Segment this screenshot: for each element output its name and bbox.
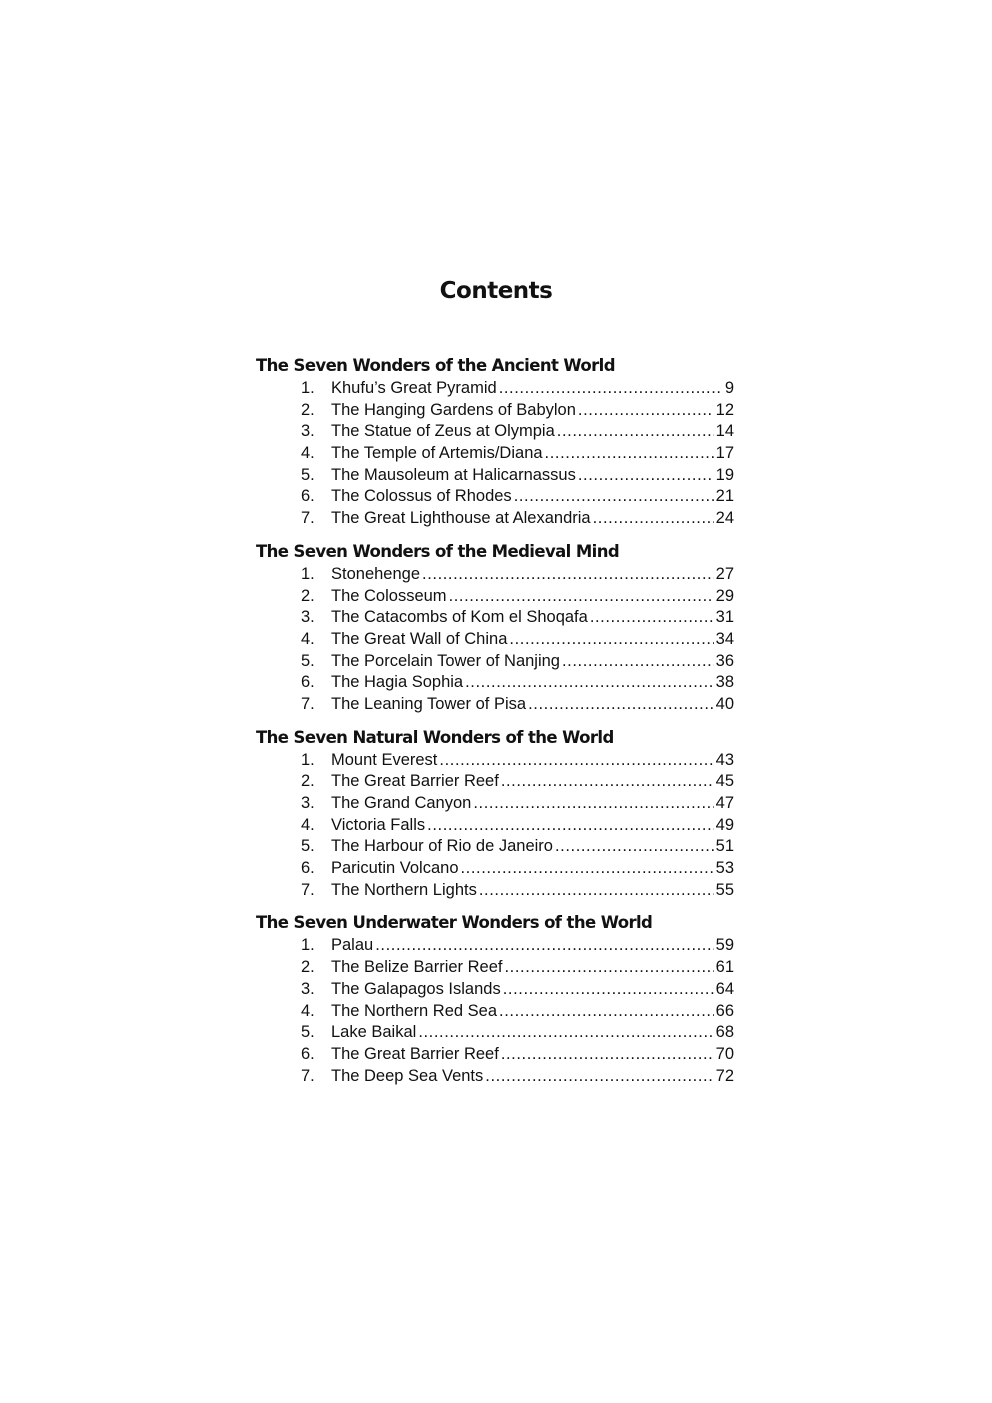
entry-title: The Statue of Zeus at Olympia bbox=[331, 422, 555, 441]
entry-title: The Deep Sea Vents bbox=[331, 1066, 484, 1085]
entry-number: 6. bbox=[301, 673, 315, 692]
entry-number: 1. bbox=[301, 564, 315, 583]
entry-number: 3. bbox=[301, 608, 315, 627]
entry-title: The Northern Red Sea bbox=[331, 1001, 498, 1020]
dot-leader bbox=[505, 957, 714, 979]
toc-entry[interactable] bbox=[256, 629, 734, 651]
entry-title: The Belize Barrier Reef bbox=[331, 958, 503, 977]
toc-entry[interactable] bbox=[256, 957, 734, 979]
toc-entry[interactable] bbox=[256, 836, 734, 858]
entry-page-number: 68 bbox=[715, 1023, 734, 1042]
entry-page-number: 51 bbox=[715, 837, 734, 856]
section-heading: The Seven Wonders of the Medieval Mind bbox=[256, 541, 620, 561]
entry-title: The Leaning Tower of Pisa bbox=[331, 694, 527, 713]
dot-leader bbox=[528, 694, 714, 716]
entry-number: 4. bbox=[301, 444, 315, 463]
dot-leader bbox=[422, 564, 714, 586]
entry-number: 4. bbox=[301, 1001, 315, 1020]
entry-number: 2. bbox=[301, 586, 315, 605]
dot-leader bbox=[590, 607, 714, 629]
entry-title: The Hagia Sophia bbox=[331, 673, 464, 692]
dot-leader bbox=[499, 1001, 714, 1023]
entry-page-number: 45 bbox=[715, 772, 734, 791]
toc-entry[interactable] bbox=[256, 607, 734, 629]
entry-page-number: 47 bbox=[715, 794, 734, 812]
entry-title: The Grand Canyon bbox=[331, 794, 472, 812]
toc-section bbox=[256, 540, 734, 716]
dot-leader bbox=[461, 858, 714, 880]
dot-leader bbox=[578, 400, 714, 422]
entry-title: Paricutin Volcano bbox=[331, 859, 459, 878]
dot-leader bbox=[465, 672, 714, 694]
dot-leader bbox=[449, 586, 714, 608]
toc-entry[interactable] bbox=[256, 586, 734, 608]
toc-entry[interactable] bbox=[256, 771, 734, 793]
dot-leader bbox=[439, 750, 713, 772]
toc-entry[interactable] bbox=[256, 935, 734, 957]
entry-page-number: 43 bbox=[715, 750, 734, 769]
page-title: Contents bbox=[439, 278, 553, 304]
entry-title: The Hanging Gardens of Babylon bbox=[331, 400, 576, 419]
entry-page-number: 21 bbox=[715, 487, 734, 506]
entry-title: The Great Wall of China bbox=[331, 629, 508, 648]
toc-entry[interactable] bbox=[256, 979, 734, 1001]
entry-number: 1. bbox=[301, 750, 315, 769]
toc-section bbox=[256, 911, 734, 1087]
entry-number: 6. bbox=[301, 487, 315, 506]
entry-title: Victoria Falls bbox=[331, 815, 426, 834]
entry-page-number: 29 bbox=[715, 586, 734, 605]
dot-leader bbox=[473, 793, 713, 815]
toc-entry[interactable] bbox=[256, 564, 734, 586]
entry-page-number: 31 bbox=[715, 608, 734, 627]
entry-title: The Great Lighthouse at Alexandria bbox=[331, 509, 591, 528]
entry-page-number: 19 bbox=[715, 465, 734, 484]
entry-page-number: 72 bbox=[715, 1066, 734, 1085]
toc-entry[interactable] bbox=[256, 672, 734, 694]
toc-entry[interactable] bbox=[256, 378, 734, 400]
entry-title: The Temple of Artemis/Diana bbox=[331, 444, 543, 463]
entry-title: The Harbour of Rio de Janeiro bbox=[331, 837, 553, 856]
entry-number: 3. bbox=[301, 794, 315, 812]
entry-number: 5. bbox=[301, 837, 315, 856]
toc-entry[interactable] bbox=[256, 1066, 734, 1088]
entry-page-number: 24 bbox=[715, 509, 734, 528]
entry-number: 3. bbox=[301, 979, 315, 998]
entry-number: 2. bbox=[301, 958, 315, 977]
dot-leader bbox=[501, 1044, 714, 1066]
entry-title: The Northern Lights bbox=[331, 880, 477, 899]
entry-title: Stonehenge bbox=[331, 564, 421, 583]
toc-entry[interactable] bbox=[256, 1022, 734, 1044]
entry-number: 2. bbox=[301, 400, 315, 419]
entry-number: 7. bbox=[301, 880, 315, 899]
toc-entry[interactable] bbox=[256, 400, 734, 422]
entry-page-number: 53 bbox=[715, 859, 734, 878]
toc-entry[interactable] bbox=[256, 1001, 734, 1023]
entry-title: The Great Barrier Reef bbox=[331, 772, 499, 791]
toc-entry[interactable] bbox=[256, 750, 734, 772]
entry-number: 4. bbox=[301, 815, 315, 834]
dot-leader bbox=[593, 508, 714, 530]
entry-title: Lake Baikal bbox=[331, 1023, 417, 1042]
toc-entry[interactable] bbox=[256, 858, 734, 880]
entry-number: 5. bbox=[301, 651, 315, 670]
dot-leader bbox=[503, 979, 714, 1001]
entry-number: 7. bbox=[301, 694, 315, 713]
dot-leader bbox=[514, 486, 714, 508]
dot-leader bbox=[499, 378, 723, 400]
toc-entry[interactable] bbox=[256, 486, 734, 508]
entry-page-number: 40 bbox=[715, 694, 734, 713]
dot-leader bbox=[578, 465, 714, 487]
toc-entry[interactable] bbox=[256, 815, 734, 837]
entry-title: The Catacombs of Kom el Shoqafa bbox=[331, 608, 588, 627]
toc-entry[interactable] bbox=[256, 880, 734, 902]
toc-entry[interactable] bbox=[256, 1044, 734, 1066]
entry-number: 3. bbox=[301, 422, 315, 441]
toc-section bbox=[256, 726, 734, 902]
dot-leader bbox=[557, 421, 714, 443]
entry-number: 5. bbox=[301, 465, 315, 484]
entry-page-number: 34 bbox=[715, 629, 734, 648]
toc-entry[interactable] bbox=[256, 651, 734, 673]
dot-leader bbox=[562, 651, 714, 673]
dot-leader bbox=[545, 443, 714, 465]
dot-leader bbox=[509, 629, 713, 651]
entry-number: 1. bbox=[301, 379, 315, 397]
entry-title: The Great Barrier Reef bbox=[331, 1044, 499, 1063]
entry-page-number: 49 bbox=[715, 815, 734, 834]
section-heading: The Seven Natural Wonders of the World bbox=[256, 727, 614, 747]
dot-leader bbox=[418, 1022, 713, 1044]
entry-number: 5. bbox=[301, 1023, 315, 1042]
entry-page-number: 61 bbox=[715, 958, 734, 977]
entry-title: Mount Everest bbox=[331, 750, 438, 769]
dot-leader bbox=[501, 771, 714, 793]
entry-page-number: 12 bbox=[715, 400, 734, 419]
dot-leader bbox=[479, 880, 714, 902]
entry-page-number: 17 bbox=[715, 444, 734, 463]
entry-title: Palau bbox=[331, 936, 374, 955]
entry-page-number: 9 bbox=[724, 379, 734, 397]
toc-entry[interactable] bbox=[256, 694, 734, 716]
entry-number: 6. bbox=[301, 1044, 315, 1063]
section-heading: The Seven Underwater Wonders of the World bbox=[256, 913, 653, 933]
entry-number: 7. bbox=[301, 509, 315, 528]
dot-leader bbox=[427, 815, 713, 837]
entry-page-number: 66 bbox=[715, 1001, 734, 1020]
entry-number: 1. bbox=[301, 936, 315, 955]
entry-title: The Mausoleum at Halicarnassus bbox=[331, 465, 576, 484]
entry-number: 7. bbox=[301, 1066, 315, 1085]
entry-page-number: 36 bbox=[715, 651, 734, 670]
toc-entry[interactable] bbox=[256, 793, 734, 815]
entry-page-number: 14 bbox=[715, 422, 734, 441]
entry-title: The Galapagos Islands bbox=[331, 979, 501, 998]
entry-page-number: 38 bbox=[715, 673, 734, 692]
entry-number: 2. bbox=[301, 772, 315, 791]
entry-page-number: 64 bbox=[715, 979, 734, 998]
entry-page-number: 59 bbox=[715, 936, 734, 955]
entry-title: The Colosseum bbox=[331, 586, 447, 605]
toc-section bbox=[256, 354, 734, 530]
entry-number: 4. bbox=[301, 629, 315, 648]
dot-leader bbox=[555, 836, 714, 858]
toc-entry[interactable] bbox=[256, 465, 734, 487]
toc-entry[interactable] bbox=[256, 443, 734, 465]
toc-entry[interactable] bbox=[256, 508, 734, 530]
dot-leader bbox=[485, 1066, 713, 1088]
entry-page-number: 27 bbox=[715, 564, 734, 583]
table-of-contents bbox=[256, 354, 734, 1097]
entry-page-number: 70 bbox=[715, 1044, 734, 1063]
toc-entry[interactable] bbox=[256, 421, 734, 443]
entry-title: The Porcelain Tower of Nanjing bbox=[331, 651, 560, 670]
entry-title: Khufu’s Great Pyramid bbox=[331, 379, 497, 397]
dot-leader bbox=[375, 935, 713, 957]
entry-number: 6. bbox=[301, 859, 315, 878]
entry-title: The Colossus of Rhodes bbox=[331, 487, 512, 506]
section-heading: The Seven Wonders of the Ancient World bbox=[256, 356, 615, 375]
entry-page-number: 55 bbox=[715, 880, 734, 899]
